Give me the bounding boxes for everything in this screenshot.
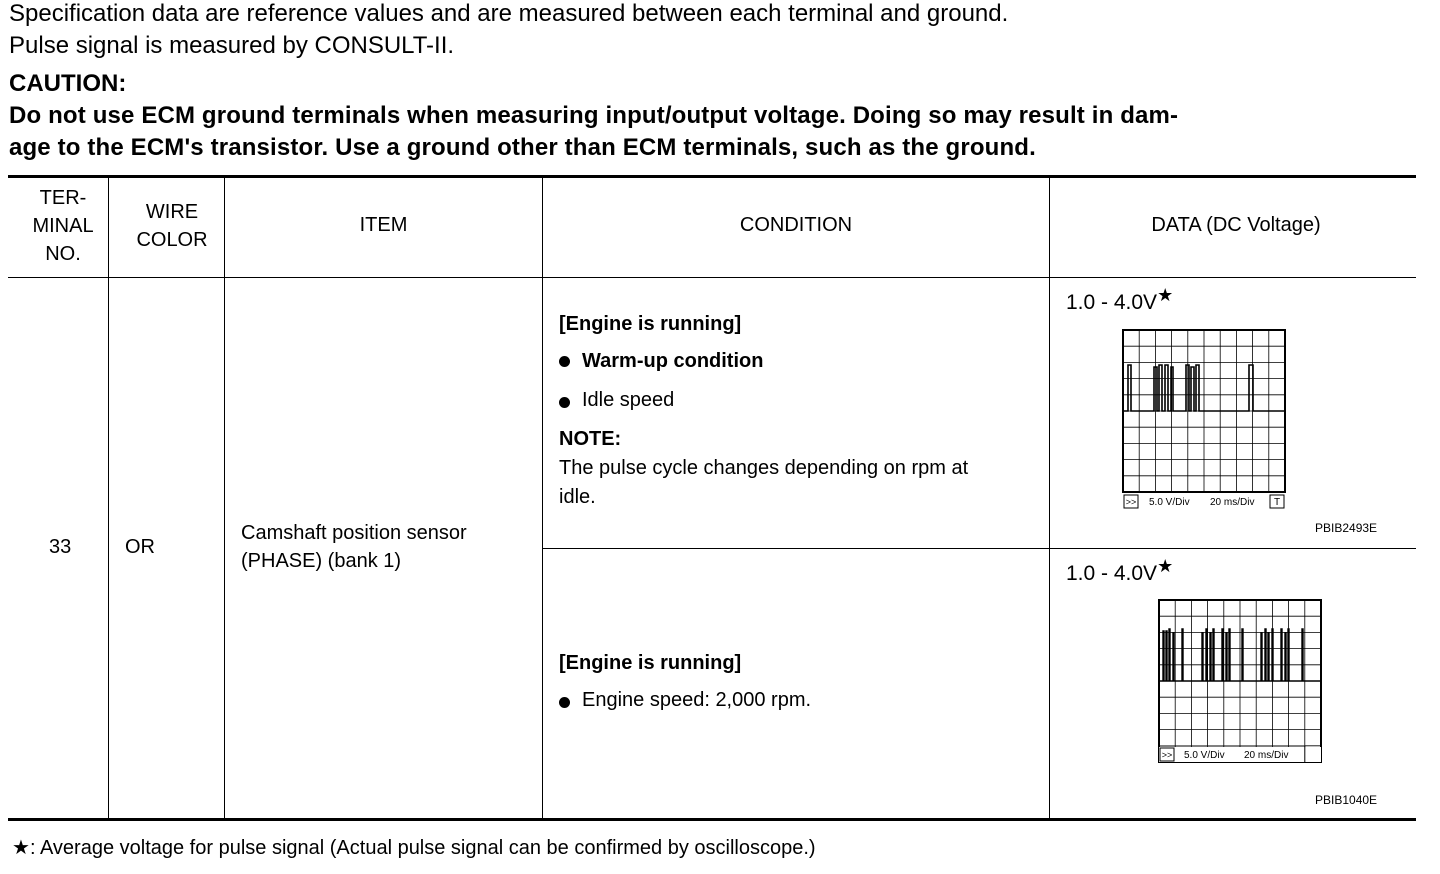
condition-bullet: Warm-up condition [582, 350, 764, 372]
condition-title: [Engine is running] [559, 313, 742, 335]
scope-volts-div: 5.0 V/Div [1184, 750, 1225, 761]
note-text-line-1: The pulse cycle changes depending on rpm at [559, 457, 969, 479]
column-divider [108, 178, 109, 818]
header-data: DATA (DC Voltage) [1151, 214, 1321, 236]
data-value: 1.0 - 4.0V★ [1066, 285, 1174, 314]
caution-text-line-2: age to the ECM's transistor. Use a ground other than ECM terminals, such as the ground. [9, 134, 1036, 161]
item-description: Camshaft position sensor (PHASE) (bank 1) [241, 522, 467, 572]
scope-arrow: >> [1125, 497, 1137, 507]
condition-bullet: Engine speed: 2,000 rpm. [582, 689, 812, 711]
bullet-icon [559, 697, 570, 708]
figure-code: PBIB2493E [1315, 521, 1378, 535]
header-item: ITEM [359, 214, 408, 236]
caution-heading: CAUTION: [9, 70, 127, 97]
table-bottom-rule [8, 818, 1416, 821]
footnote-text: : Average voltage for pulse signal (Actual pulse signal can be confirmed by oscilloscope.) [29, 837, 816, 859]
header-wire-color: WIRE COLOR [136, 201, 208, 251]
caution-text-line-1: Do not use ECM ground terminals when measuring input/output voltage. Doing so may result in dam- [9, 102, 1179, 129]
wire-color: OR [125, 536, 155, 558]
condition-bullet: Idle speed [582, 389, 675, 411]
figure-code: PBIB1040E [1315, 793, 1378, 807]
header-terminal-no: TER- MINAL NO. [32, 187, 94, 265]
note-title: NOTE: [559, 428, 622, 450]
star-icon: ★ [12, 837, 30, 859]
oscilloscope-waveform-idle [1118, 327, 1290, 513]
scope-time-div: 20 ms/Div [1244, 750, 1289, 761]
oscilloscope-waveform-2000rpm [1154, 597, 1326, 781]
table-top-rule [8, 175, 1416, 178]
note-text-line-2: idle. [559, 486, 596, 508]
column-divider [542, 178, 543, 818]
star-icon: ★ [1157, 285, 1174, 305]
header-divider [8, 277, 1416, 278]
sub-row-divider [542, 548, 1416, 549]
header-condition: CONDITION [739, 214, 853, 236]
star-icon: ★ [1157, 556, 1174, 576]
column-divider [224, 178, 225, 818]
spec-note-line-1: Specification data are reference values and are measured between each terminal and ground. [9, 0, 1009, 27]
footnote [12, 835, 816, 860]
condition-title: [Engine is running] [559, 652, 742, 674]
scope-trigger: T [1273, 497, 1281, 508]
data-value: 1.0 - 4.0V★ [1066, 556, 1174, 585]
terminal-number: 33 [49, 536, 72, 558]
bullet-icon [559, 356, 570, 367]
scope-time-div: 20 ms/Div [1210, 497, 1255, 508]
scope-arrow: >> [1161, 750, 1173, 760]
scope-volts-div: 5.0 V/Div [1149, 497, 1190, 508]
spec-note-line-2: Pulse signal is measured by CONSULT-II. [9, 32, 455, 59]
column-divider [1049, 178, 1050, 818]
bullet-icon [559, 397, 570, 408]
